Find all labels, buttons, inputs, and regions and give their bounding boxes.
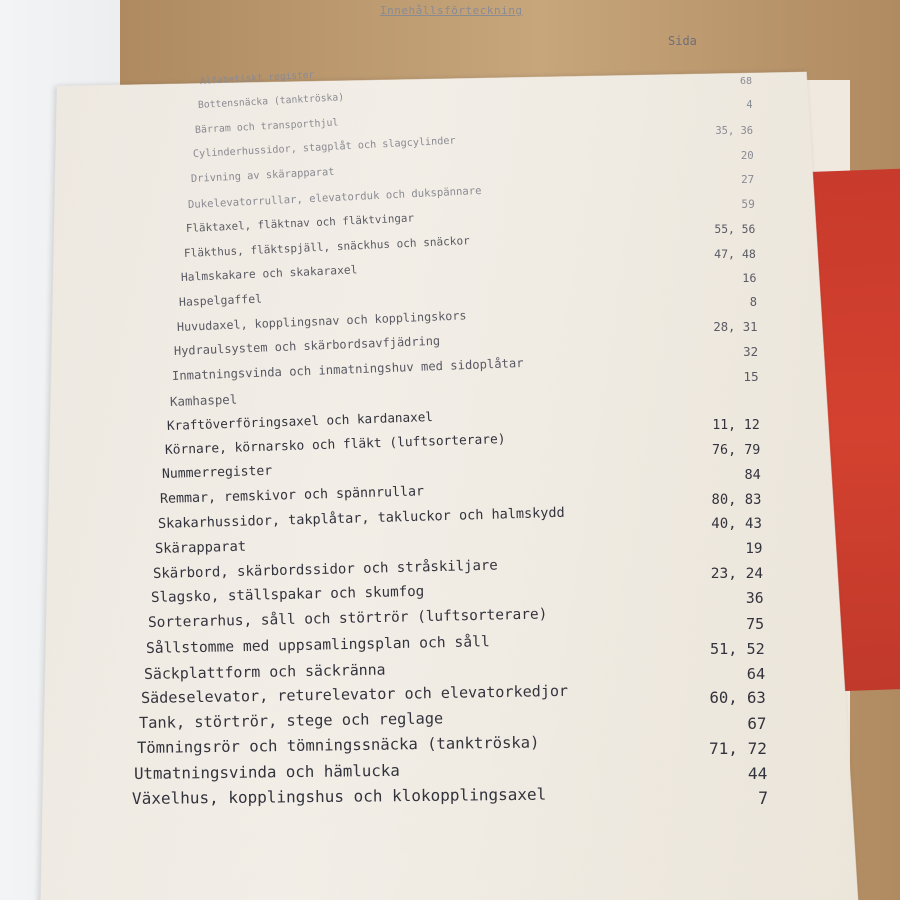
toc-row [0, 391, 900, 412]
toc-entry-title: Bärram och transporthjul [195, 117, 339, 136]
toc-entry-title: Kamhaspel [169, 391, 237, 409]
toc-entry-page: 75 [746, 615, 765, 634]
toc-entry-title: Sållstomme med uppsamlingsplan och såll [145, 633, 490, 657]
toc-entry-title: Haspelgaffel [178, 292, 263, 310]
toc-row [0, 606, 900, 635]
toc-entry-page: 80, 83 [711, 491, 762, 508]
toc-row [0, 682, 900, 710]
toc-row [0, 355, 900, 387]
toc-entry-page: 35, 36 [715, 124, 754, 137]
toc-entry-page: 51, 52 [710, 639, 765, 658]
toc-entry-title: Nummerregister [162, 463, 273, 483]
toc-entry-title: Bottensnäcka (tanktröska) [197, 92, 345, 112]
toc-row [0, 784, 900, 811]
toc-entry-page: 36 [745, 590, 764, 608]
toc-entry-page: 27 [741, 173, 755, 187]
page-column-header: Sida [668, 34, 697, 48]
toc-entry-page: 7 [758, 788, 768, 808]
toc-entry-title: Inmatningsvinda och inmatningshuv med sidoplåtar [171, 355, 524, 383]
toc-entry-title: Tömningsrör och tömningssnäcka (tanktröska) [136, 733, 540, 758]
toc-entry-title: Alfabetiskt register [199, 69, 315, 87]
toc-entry-title: Tank, störtrör, stege och reglage [138, 709, 444, 733]
toc-entry-title: Huvudaxel, kopplingsnav och kopplingskors [176, 308, 467, 334]
toc-entry-page: 47, 48 [714, 246, 756, 261]
toc-entry-page: 20 [740, 148, 754, 162]
toc-entry-title: Kraftöverföringsaxel och kardanaxel [166, 409, 434, 434]
toc-entry-title: Remmar, remskivor och spännrullar [159, 484, 425, 507]
toc-row [0, 760, 900, 786]
toc-entry-title: Skärbord, skärbordssidor och stråskiljare [152, 557, 498, 582]
toc-entry-page: 4 [746, 100, 753, 112]
toc-row [0, 431, 900, 462]
toc-row [0, 135, 900, 165]
toc-row [0, 233, 900, 264]
toc-entry-page: 16 [742, 271, 757, 285]
toc-row [0, 463, 900, 486]
toc-entry-title: Halmskakare och skakaraxel [180, 263, 358, 284]
toc-entry-title: Fläktaxel, fläktnav och fläktvingar [185, 211, 415, 236]
toc-entry-page: 28, 31 [713, 319, 758, 334]
toc-entry-page: 15 [743, 368, 759, 384]
toc-entry-page: 19 [745, 541, 763, 558]
toc-entry-title: Dukelevatorrullar, elevatorduk och dukspännare [187, 183, 483, 211]
toc-entry-title: Utmatningsvinda och hämlucka [134, 760, 401, 783]
toc-entry-page: 11, 12 [712, 418, 760, 434]
toc-entry-page: 67 [747, 714, 767, 734]
toc-row [0, 263, 900, 288]
toc-entry-title: Skakarhussidor, takplåtar, takluckor och halmskydd [157, 505, 565, 533]
toc-row [0, 69, 900, 92]
toc-entry-title: Sädeselevator, returelevator och elevatorkedjor [141, 682, 569, 708]
toc-row [0, 733, 900, 761]
toc-row [0, 183, 900, 215]
toc-entry-page: 76, 79 [712, 442, 761, 458]
toc-row [0, 505, 900, 536]
toc-entry-page: 59 [741, 197, 755, 211]
toc-row [0, 557, 900, 586]
toc-entry-title: Skärapparat [155, 538, 247, 558]
toc-entry-page: 60, 63 [709, 689, 766, 708]
toc-entry-title: Drivning av skärapparat [190, 166, 335, 186]
toc-row [0, 633, 900, 661]
toc-entry-title: Hydraulsystem och skärbordsavfjädring [173, 334, 441, 359]
toc-row [0, 709, 900, 735]
document-title: Innehållsförteckning [380, 4, 523, 17]
toc-entry-title: Växelhus, kopplingshus och klokopplingsaxel [131, 784, 547, 808]
toc-row [0, 308, 900, 338]
toc-entry-page: 32 [743, 344, 759, 360]
toc-entry-title: Sorterarhus, såll och störtrör (luftsorterare) [148, 606, 548, 632]
toc-row [0, 92, 900, 116]
toc-entry-page: 64 [746, 664, 766, 683]
toc-entry-page: 84 [744, 467, 761, 484]
toc-entry-page: 8 [749, 295, 757, 310]
toc-entry-page: 40, 43 [711, 516, 762, 533]
toc-entry-title: Körnare, körnarsko och fläkt (luftsorterare) [164, 431, 506, 458]
toc-entry-title: Cylinderhussidor, stagplåt och slagcylinder [192, 135, 456, 160]
toc-entry-page: 71, 72 [708, 739, 767, 759]
toc-entry-page: 44 [747, 763, 768, 783]
toc-row [0, 660, 900, 686]
toc-entry-page: 23, 24 [710, 565, 764, 582]
toc-entry-title: Säckplattform och säckränna [143, 660, 386, 683]
toc-entry-page: 55, 56 [714, 222, 756, 237]
toc-entry-title: Slagsko, ställspakar och skumfog [150, 584, 425, 607]
toc-entry-title: Fläkthus, fläktspjäll, snäckhus och snäckor [183, 233, 470, 260]
toc-entry-page: 68 [739, 76, 752, 87]
